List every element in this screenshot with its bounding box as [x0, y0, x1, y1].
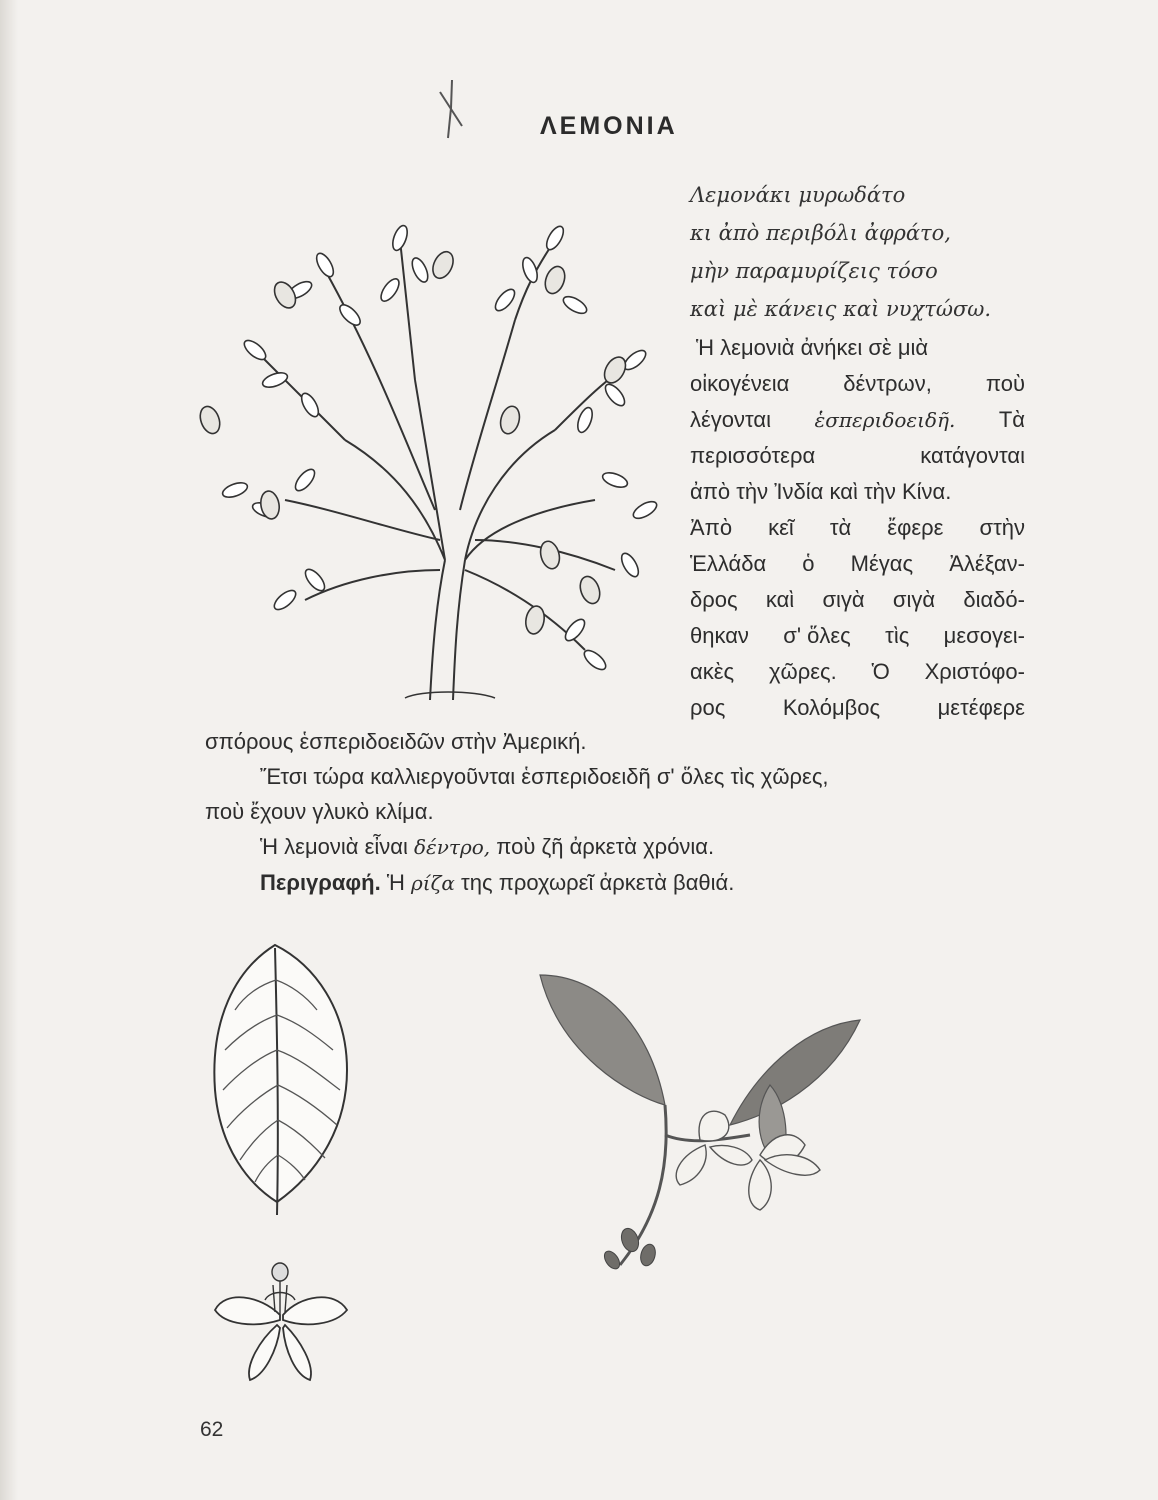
- word: θηκαν: [690, 623, 749, 648]
- lemon-tree-illustration: [175, 210, 685, 710]
- text-line: [690, 618, 1025, 654]
- word: σιγὰ: [822, 587, 865, 612]
- word: οἰκογένεια: [690, 371, 790, 396]
- text-line: [690, 402, 1025, 438]
- text-line: [690, 510, 1025, 546]
- word: τὰ: [829, 515, 852, 540]
- page-edge-shadow: [0, 0, 18, 1500]
- text-line: [205, 829, 1025, 865]
- word: Χριστόφο-: [924, 659, 1025, 684]
- poem-line: Λεμονάκι μυρωδάτο: [690, 183, 906, 207]
- leaf-illustration: [205, 940, 355, 1220]
- word: μετέφερε: [937, 695, 1025, 720]
- flowering-branch-illustration: [520, 965, 870, 1295]
- poem-line: μὴν παραμυρίζεις τόσο: [690, 259, 938, 283]
- word: λέγονται: [690, 407, 772, 432]
- text-line: [690, 366, 1025, 402]
- page-number: 62: [200, 1418, 224, 1441]
- word: χῶρες.: [768, 659, 837, 684]
- word: Μέγας: [850, 551, 914, 576]
- word: ακὲς: [690, 659, 735, 684]
- word: ρος: [690, 695, 726, 720]
- word: Ὁ: [871, 659, 890, 684]
- word: μεσογει-: [943, 623, 1025, 648]
- word: σιγὰ: [892, 587, 936, 612]
- word: ἔφερε: [887, 515, 944, 540]
- section-label: Περιγραφή.: [260, 870, 381, 895]
- word: καὶ: [765, 587, 795, 612]
- word: δρος: [690, 587, 738, 612]
- word: κεῖ: [768, 515, 794, 540]
- word: σ' ὅλες: [783, 623, 851, 648]
- full-width-text: [205, 724, 1025, 901]
- text-line: [690, 654, 1025, 690]
- text-line: [690, 474, 1025, 510]
- text-run: ποὺ ζῆ ἀρκετὰ χρόνια.: [490, 834, 715, 859]
- word: κατάγονται: [920, 443, 1025, 468]
- text-run: Ἡ λεμονιὰ εἶναι: [260, 834, 414, 859]
- handwritten-x-mark: [436, 78, 466, 140]
- term-italic: δέντρο,: [414, 835, 491, 859]
- poem: [690, 176, 1130, 328]
- text-line: σπόρους ἑσπεριδοειδῶν στὴν Ἀμερική.: [205, 729, 587, 754]
- text-line-content: ἀπὸ τὴν Ἰνδία καὶ τὴν Κίνα.: [690, 479, 952, 504]
- term-italic: ρίζα: [410, 871, 455, 895]
- word: ὁ: [802, 551, 815, 576]
- word: Ἀλέξαν-: [949, 551, 1025, 576]
- text-line: [690, 690, 1025, 726]
- text-line-content: Ἡ λεμονιὰ ἀνήκει σὲ μιὰ: [696, 335, 929, 360]
- word: ποὺ: [985, 371, 1025, 396]
- page-title: ΛΕΜΟΝΙΑ: [540, 112, 678, 140]
- word: περισσότερα: [690, 443, 816, 468]
- word: δέντρων,: [843, 371, 932, 396]
- text-run: της προχωρεῖ ἀρκετὰ βαθιά.: [454, 870, 735, 895]
- text-line: [690, 330, 1025, 366]
- text-line: [205, 865, 1025, 901]
- word: διαδό-: [963, 587, 1025, 612]
- paragraph-1-column: [690, 330, 1025, 726]
- word: Κολόμβος: [782, 695, 881, 720]
- flower-illustration: [205, 1250, 355, 1390]
- term-italic: ἑσπεριδοειδῆ.: [814, 408, 956, 432]
- text-line: ποὺ ἔχουν γλυκὸ κλίμα.: [205, 799, 434, 824]
- text-line: Ἔτσι τώρα καλλιεργοῦνται ἑσπεριδοειδῆ σ' ὅλες τὶς χῶρες,: [260, 764, 829, 789]
- text-line: [690, 438, 1025, 474]
- text-run: Ἡ: [380, 870, 411, 895]
- poem-line: κι ἀπὸ περιβόλι ἀφράτο,: [690, 221, 951, 245]
- word: Ἑλλάδα: [690, 551, 767, 576]
- word: Τὰ: [998, 407, 1025, 432]
- word: τὶς: [885, 623, 910, 648]
- poem-line: καὶ μὲ κάνεις καὶ νυχτώσω.: [690, 297, 992, 321]
- word: Ἀπὸ: [690, 515, 733, 540]
- word: στὴν: [979, 515, 1025, 540]
- text-line: [690, 582, 1025, 618]
- text-line: [690, 546, 1025, 582]
